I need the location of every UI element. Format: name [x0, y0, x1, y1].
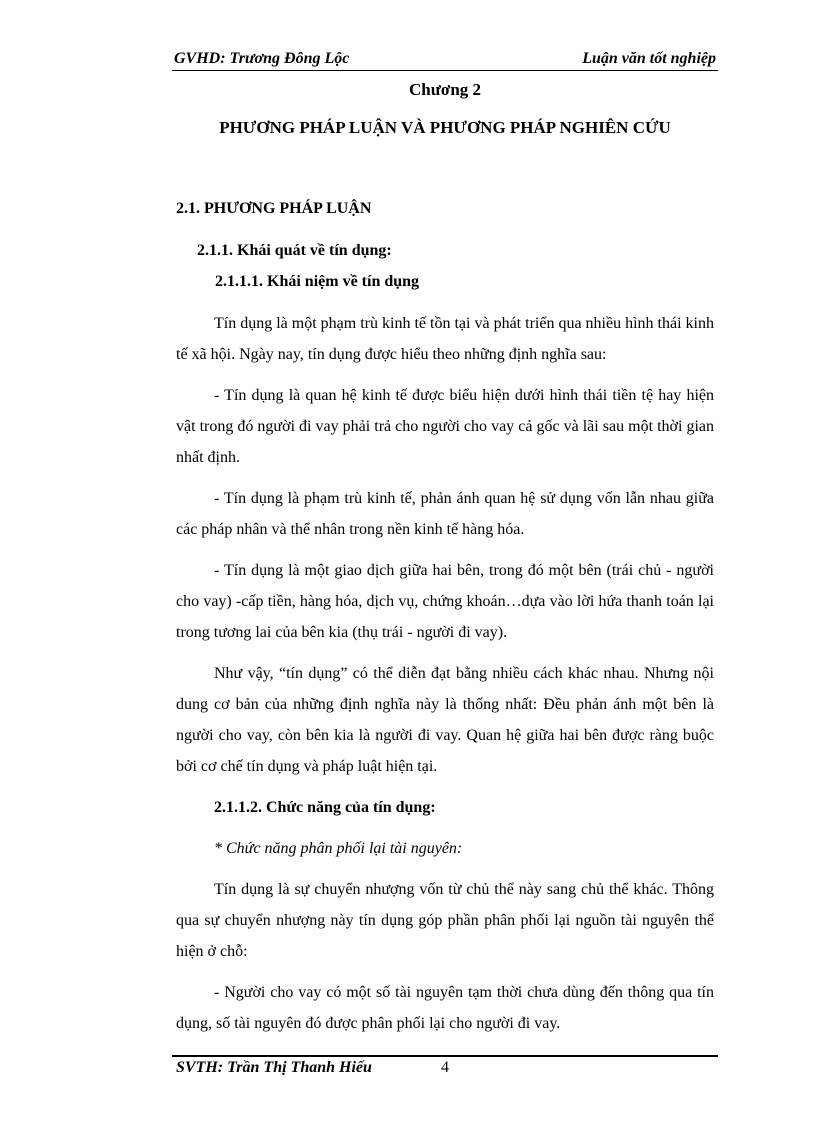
student-label: SVTH: Trần Thị Thanh Hiếu [176, 1059, 372, 1076]
paragraph: - Tín dụng là quan hệ kinh tế được biểu hiện dưới hình thái tiền tệ hay hiện vật trong đó người đi vay phải trả cho người cho vay cả gốc và lãi sau một thời gian nhất định. [176, 387, 714, 466]
subsection-heading: 2.1.1. Khái quát về tín dụng: [197, 242, 392, 259]
header-divider [172, 70, 718, 71]
subsubsection-heading-functions: 2.1.1.2. Chức năng của tín dụng: [214, 799, 436, 816]
section-heading: 2.1. PHƯƠNG PHÁP LUẬN [176, 200, 372, 217]
paragraph: - Tín dụng là phạm trù kinh tế, phản ánh quan hệ sử dụng vốn lẫn nhau giữa các pháp nhân và thể nhân trong nền kinh tế hàng hóa. [176, 490, 714, 538]
page-header [172, 50, 718, 72]
footer-divider [172, 1055, 718, 1057]
paragraph: - Người cho vay có một số tài nguyên tạm thời chưa dùng đến thông qua tín dụng, số tài nguyên đó được phân phối lại cho người đi vay. [176, 984, 714, 1032]
paragraph: Tín dụng là sự chuyển nhượng vốn từ chủ thể này sang chủ thể khác. Thông qua sự chuyển nhượng này tín dụng góp phần phân phối lại nguồn tài nguyên thể hiện ở chỗ: [176, 881, 714, 960]
thesis-label: Luận văn tốt nghiệp [582, 50, 716, 67]
body-text [176, 308, 714, 1049]
paragraph: - Tín dụng là một giao dịch giữa hai bên, trong đó một bên (trái chủ - người cho vay) -cấp tiền, hàng hóa, dịch vụ, chứng khoán…dựa vào lời hứa thanh toán lại trong tương lai của bên kia (thụ trái - người đi vay). [176, 562, 714, 641]
paragraph: Tín dụng là một phạm trù kinh tế tồn tại và phát triển qua nhiều hình thái kinh tế xã hội. Ngày nay, tín dụng được hiểu theo những định nghĩa sau: [176, 315, 714, 363]
supervisor-label: GVHD: Trương Đông Lộc [174, 50, 350, 67]
page-number: 4 [441, 1059, 449, 1076]
chapter-title: PHƯƠNG PHÁP LUẬN VÀ PHƯƠNG PHÁP NGHIÊN CỨU [219, 118, 671, 137]
subsubsection-heading: 2.1.1.1. Khái niệm về tín dụng [215, 273, 420, 290]
function-heading: * Chức năng phân phối lại tài nguyên: [214, 840, 463, 857]
paragraph: Như vậy, “tín dụng” có thể diễn đạt bằng nhiều cách khác nhau. Nhưng nội dung cơ bản của những định nghĩa này là thống nhất: Đều phản ánh một bên là người cho vay, còn bên kia là người đi vay. Quan hệ giữa hai bên được ràng buộc bởi cơ chế tín dụng và pháp luật hiện tại. [176, 665, 714, 775]
chapter-label: Chương 2 [408, 80, 482, 99]
